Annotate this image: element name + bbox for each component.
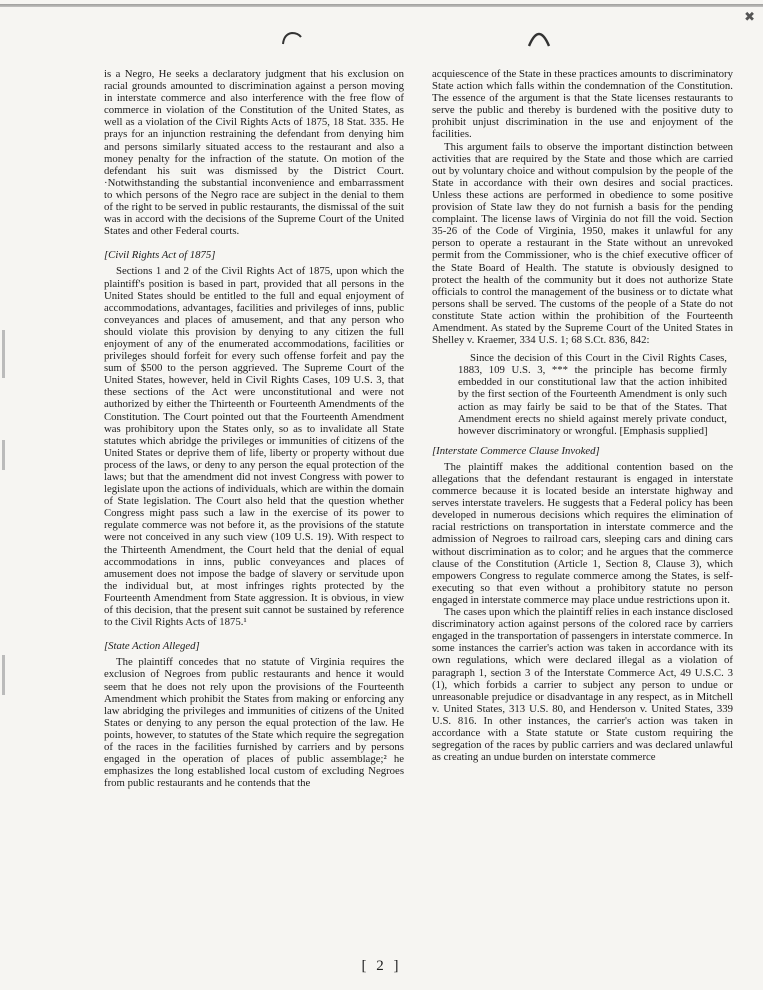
paragraph: This argument fails to observe the important distinction between activities that are required by the State and those which are carried out by voluntary choice and without compulsion by the people of the State in accordance with their own desires and social practices. Unless these actions are performed in obedience to some positive provision of State law they do not furnish a basis for the pending complaint. The license laws of Virginia do not fill the void. Section 35-26 of the Code of Virginia, 1950, makes it unlawful for any person to operate a restaurant in the State without an unrevoked permit from the Commissioner, who is the chief executive officer of the State Board of Health. The statute is obviously designed to protect the health of the community but it does not authorize State officials to control the management of the business or to dictate what persons shall be served. The customs of the people of a State do not constitute State action within the prohibition of the Fourteenth Amendment. As stated by the Supreme Court of the United States in Shelley v. Kraemer, 334 U.S. 1; 68 S.Ct. 836, 842: bbox=[432, 140, 733, 347]
binding-mark bbox=[2, 330, 5, 378]
quote-text: Since the decision of this Court in the Civil Rights Cases, 1883, 109 U.S. 3, *** the principle has become firmly embedded in our constitutional law that the action inhibited by the first section of the Fourteenth Amendment is only such action as may fairly be said to be that of the States. That Amendment erects no shield against merely private conduct, however discriminatory or wrongful. [Emphasis supplied] bbox=[458, 352, 727, 437]
paragraph: Sections 1 and 2 of the Civil Rights Act of 1875, upon which the plaintiff's position is based in part, provided that all persons in the United States should be entitled to the full and equal enjoyment of accommodations, advantages, facilities and privileges of inns, public conveyances and places of amusement, and that any person who should violate this provision by denying to any citizen the full enjoyment of any of the enumerated accommodations, facilities or privileges should forfeit for every such offense forfeit and pay the sum of $500 to the person aggrieved. The Supreme Court of the United States, however, held in Civil Rights Cases, 109 U.S. 3, that these sections of the Act were unconstitutional and were not authorized by either the Thirteenth or Fourteenth Amendments of the Constitution. The Court pointed out that the Fourteenth Amendment was prohibitory upon the States only, so as to invalidate all State statutes which abridge the privileges or immunities of citizens of the United States or deprive them of life, liberty or property without due process of the laws, or deny to any person the equal protection of the laws; but that the amendment did not invest Congress with power to legislate upon the actions of individuals, which are within the domain of State legislation. The Court also held that the question whether Congress might pass such a law in the exercise of its power to regulate commerce was not before it, as the provisions of the statute were not conceived in any such view (109 U.S. 19). With respect to the Thirteenth Amendment, the Court held that the denial of equal accommodations in inns, public conveyances and places of amusement does not impose the badge of slavery or servitude upon the individual but, at most infringes rights protected by the Fourteenth Amendment from State aggression. It is obvious, in view of this decision, that the present suit cannot be sustained by reference to the Civil Rights Acts of 1875.¹ bbox=[104, 265, 404, 629]
section-heading: [Civil Rights Act of 1875] bbox=[104, 249, 216, 262]
paragraph: The cases upon which the plaintiff relies in each instance disclosed discriminatory action against persons of the colored race by carriers engaged in the transportation of passengers in interstate commerce. In some instances the carrier's action was taken in accordance with its own regulations, which were declared illegal as a violation of paragraph 1, section 3 of the Interstate Commerce Act, 49 U.S.C. 3 (1), which forbids a carrier to subject any person to undue or unreasonable prejudice or disadvantage in any respect, as in Mitchell v. United States, 313 U.S. 80, and Henderson v. United States, 339 U.S. 816. In other instances, the carrier's action was taken in accordance with a State statute or State custom requiring the segregation of the races by public carriers and was declared unlawful as creating an undue burden on interstate commerce bbox=[432, 606, 733, 764]
binding-mark bbox=[2, 440, 5, 470]
paragraph: The plaintiff concedes that no statute of Virginia requires the exclusion of Negroes from public restaurants and hence it would seem that he does not rely upon the provisions of the Fourteenth Amendment which prohibit the States from making or enforcing any law abridging the privileges and immunities of citizens of the United States or denying to any person the equal protection of the law. He points, however, to statutes of the State which require the segregation of the races in the facilities furnished by carriers and by persons engaged in the operation of places of public assemblage;² he emphasizes the long established local custom of excluding Negroes from public restaurants and he contends that the bbox=[104, 656, 404, 790]
block-quote bbox=[458, 352, 727, 437]
binding-mark bbox=[2, 655, 5, 695]
section-heading: [Interstate Commerce Clause Invoked] bbox=[432, 444, 600, 457]
page-number: [ 2 ] bbox=[361, 958, 402, 974]
paragraph: is a Negro, He seeks a declaratory judgment that his exclusion on racial grounds amounted to discrimination against a person moving in interstate commerce and also interference with the free flow of commerce in violation of the Constitution of the United States, as well as a violation of the Civil Rights Acts of 1875, 18 Stat. 335. He prays for an injunction restraining the defendant from denying him and persons similarly situated access to the restaurant and also a money penalty for the infraction of the statute. On motion of the defendant his suit was dismissed by the District Court. ·Notwithstanding the substantial inconvenience and embarrassment to which persons of the Negro race are subject in the denial to them of the right to be served in public restaurants, the dismissal of the suit was in accord with the decisions of the Supreme Court of the United States and other Federal courts. bbox=[104, 68, 404, 238]
section-heading: [State Action Alleged] bbox=[104, 640, 200, 653]
corner-x-icon: ✖ bbox=[744, 10, 755, 25]
right-column bbox=[432, 68, 733, 763]
punch-hole-left-icon bbox=[280, 30, 304, 46]
punch-hole-right-icon bbox=[526, 32, 552, 48]
left-column bbox=[104, 68, 404, 789]
paragraph: acquiescence of the State in these practices amounts to discriminatory State action which falls within the condemnation of the Constitution. The essence of the argument is that the State licenses restaurants to serve the public and thereby is burdened with the positive duty to prohibit unjust discrimination in the use and enjoyment of the facilities. bbox=[432, 68, 733, 141]
page-top-edge bbox=[0, 4, 763, 7]
paragraph: The plaintiff makes the additional contention based on the allegations that the defendant restaurant is engaged in interstate commerce because it is located beside an interstate highway and serves interstate travelers. He suggests that a Federal policy has been developed in numerous decisions which requires the elimination of racial restrictions on transportation in interstate commerce and the admission of Negroes to railroad cars, sleeping cars and dining cars without discrimination as to color; and he argues that the commerce clause of the Constitution (Article 1, Section 8, Clause 3), which empowers Congress to regulate commerce among the States, is self-executing so that even without a prohibitory statute no person engaged in interstate commerce may place undue restrictions upon it. bbox=[432, 460, 733, 606]
